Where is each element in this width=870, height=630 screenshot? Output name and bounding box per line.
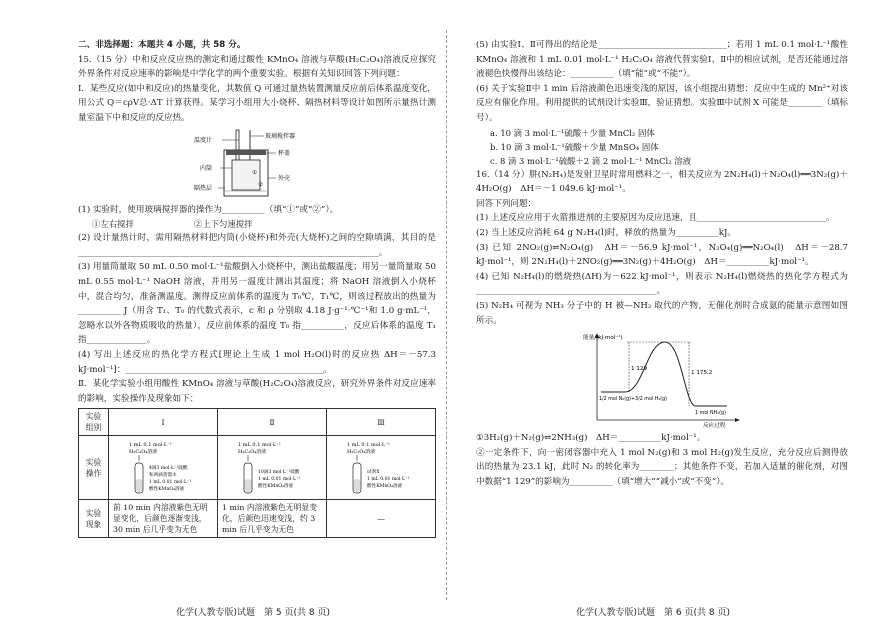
- calorimeter-figure: [78, 128, 436, 200]
- q15-6-opt-c: c. 8 滴 3 mol·L⁻¹硫酸＋2 滴 2 mol·L⁻¹ MnCl₂ 溶液: [490, 155, 691, 166]
- svg-text:酸性KMnO₄溶液: 酸性KMnO₄溶液: [367, 483, 403, 489]
- table-obs-1: 前 10 min 内溶液紫色无明显变化，后颜色逐渐变浅，30 min 后几乎变为无色: [109, 500, 218, 538]
- q16-5-2: ②一定条件下，向一密闭容器中充入 1 mol N₂(g)和 3 mol H₂(g)发生反应，充分反应后测得放出的热量为 23.1 kJ，此时 N₂ 的转化率为________；其他条件不变，若加入适量的催化剂，对图中数据“1 129”的影响为__________（填“增大”“减小”或“不变”）。: [476, 447, 848, 487]
- q15-1-options: [78, 217, 436, 231]
- label-thermometer: 温度计: [194, 136, 213, 144]
- part2-intro: Ⅱ．某化学实验小组用酸性 KMnO₄ 溶液与草酸(H₂C₂O₄)溶液反应，研究外界条件对反应速率的影响，实验操作及现象如下：: [78, 379, 436, 404]
- table-op-3: [327, 436, 436, 500]
- q15-6-opt-b: b. 10 滴 3 mol·L⁻¹硫酸＋少量 MnSO₄ 固体: [490, 141, 659, 152]
- svg-text:酸性KMnO₄溶液: 酸性KMnO₄溶液: [149, 486, 185, 492]
- q16-5: (5) N₂H₄ 可视为 NH₃ 分子中的 H 被—NH₂ 取代的产物，无催化剂时合成氨的能量示意图如图所示。: [476, 300, 848, 326]
- table-head-2: Ⅱ: [218, 409, 327, 436]
- label-inner: 内筒: [200, 164, 213, 172]
- svg-text:4滴3 mol·L⁻¹硫酸: 4滴3 mol·L⁻¹硫酸: [149, 465, 188, 471]
- svg-text:和两滴蒸馏水: 和两滴蒸馏水: [149, 472, 177, 478]
- table-op-1: [109, 436, 218, 500]
- table-obs-2: 1 min 内溶液紫色无明显变化，后颜色迅速变浅，约 3 min 后几乎变为无色: [218, 500, 327, 538]
- label-outer: 外壳: [278, 174, 291, 182]
- svg-text:1 mL 0.1 mol·L⁻¹: 1 mL 0.1 mol·L⁻¹: [347, 441, 390, 448]
- q16-1: (1) 上述反应应用于火箭推进剂的主要原因为反应迅速，且______________________________。: [476, 213, 835, 224]
- q15-6-opt-a: a. 10 滴 3 mol·L⁻¹硫酸＋少量 MnCl₂ 固体: [490, 127, 655, 138]
- energy-diagram: [476, 330, 848, 428]
- section-title: 二、非选择题：本题共 4 小题，共 58 分。: [78, 40, 246, 50]
- table-head-3: Ⅲ: [327, 409, 436, 436]
- footer-left: 化学(人教专版)试题 第 5 页(共 8 页): [176, 608, 330, 618]
- svg-text:10滴3 mol·L⁻¹硫酸: 10滴3 mol·L⁻¹硫酸: [258, 469, 300, 475]
- svg-text:1 mL 0.1 mol·L⁻¹: 1 mL 0.1 mol·L⁻¹: [238, 441, 281, 448]
- label-cover: 杯盖: [278, 149, 291, 157]
- energy-v2: 1 175.2: [691, 370, 713, 377]
- svg-text:H₂C₂O₄溶液: H₂C₂O₄溶液: [238, 448, 267, 455]
- footer-right: 化学(人教专版)试题 第 6 页(共 8 页): [576, 608, 730, 618]
- q15-1-opt1: ①左右搅拌: [92, 219, 134, 230]
- mark-2: ②: [258, 181, 263, 188]
- q16-5-1: ①3H₂(g)＋N₂(g)⇌2NH₃(g) ΔH＝__________kJ·mol⁻¹。: [476, 433, 706, 444]
- svg-text:1 mL 0.01 mol·L⁻¹: 1 mL 0.01 mol·L⁻¹: [367, 476, 410, 482]
- table-head-group: 实验组别: [79, 409, 109, 436]
- label-stirrer: 玻璃搅拌器: [265, 132, 296, 140]
- svg-text:1 mL 0.01 mol·L⁻¹: 1 mL 0.01 mol·L⁻¹: [258, 476, 301, 482]
- label-insulation: 隔热层: [194, 184, 213, 192]
- energy-xlabel: 反应过程: [703, 423, 726, 429]
- table-head-1: Ⅰ: [109, 409, 218, 436]
- experiment-table: [78, 408, 436, 538]
- svg-text:酸性KMnO₄溶液: 酸性KMnO₄溶液: [258, 483, 294, 489]
- svg-text:1 mL 0.1 mol·L⁻¹: 1 mL 0.1 mol·L⁻¹: [129, 441, 172, 448]
- table-row-ops-label: 实验操作: [79, 436, 109, 500]
- q15-2: (2) 设计量热计时，需用隔热材料把内筒(小烧杯)和外壳(大烧杯)之间的空隙填满，其目的是______________________________________________________________________。: [78, 233, 436, 258]
- q16-head: 16.（14 分）肼(N₂H₄)是发射卫星时常用燃料之一，相关反应为 2N₂H₄(l)＋N₂O₄(l)══3N₂(g)＋4H₂O(g) ΔH＝－1 049.6 kJ·mol⁻¹。: [476, 169, 848, 195]
- right-page: [446, 0, 870, 630]
- svg-text:1 mL 0.01 mol·L⁻¹: 1 mL 0.01 mol·L⁻¹: [149, 479, 192, 485]
- part1-intro: Ⅰ．某些反应(如中和反应)的热量变化，其数值 Q 可通过量热装置测量反应前后体系温度变化，用公式 Q＝cρV总·ΔT 计算获得。某学习小组用大小烧杯、隔热材料等设计如图所示量热计测量室温下中和反应的反应热。: [78, 83, 436, 123]
- svg-text:试剂X: 试剂X: [367, 469, 380, 475]
- q15-1-opt2: ②上下匀速搅拌: [193, 219, 253, 230]
- svg-text:H₂C₂O₄溶液: H₂C₂O₄溶液: [347, 448, 376, 455]
- svg-text:H₂C₂O₄溶液: H₂C₂O₄溶液: [129, 448, 158, 455]
- energy-v1: 1 129: [631, 366, 648, 373]
- q15-5: (5) 由实验Ⅰ、Ⅱ可得出的结论是______________________________；若用 1 mL 0.1 mol·L⁻¹酸性 KMnO₄ 溶液和 1 mL 0.01 mol·L⁻¹ H₂C₂O₄ 溶液代替实验Ⅰ、Ⅱ中的相应试剂，是否还能通过溶液褪色快慢得出该结论：__________（填“能”或“不能”）。: [476, 40, 848, 80]
- q15-1: (1) 实验时，使用玻璃搅拌器的操作为__________（填“①”或“②”）。: [78, 204, 339, 215]
- q15-6: (6) 关于实验Ⅱ中 1 min 后溶液颜色迅速变浅的原因，该小组提出猜想：反应中生成的 Mn²⁺对该反应有催化作用。利用提供的试剂设计实验Ⅲ，验证猜想。实验Ⅲ中试剂 X 可能是________（填标号）。: [476, 83, 848, 123]
- q16-2: (2) 当上述反应消耗 64 g N₂H₄(l)时，释放的热量为__________kJ。: [476, 227, 737, 238]
- mark-1: ①: [252, 169, 257, 176]
- q15-3: (3) 用量筒量取 50 mL 0.50 mol·L⁻¹盐酸倒入小烧杯中，测出盐酸温度；用另一量筒量取 50 mL 0.55 mol·L⁻¹ NaOH 溶液，并用另一温度计测出其温度；将 NaOH 溶液倒入小烧杯中，混合均匀，准备测温度。测得反应前体系的温度为 T₀℃，T₁℃，则该过程放出的热量为__________ J（用含 T₁、T₀ 的代数式表示，c 和 ρ 分别取 4.18 J·g⁻¹·℃⁻¹和 1.0 g·mL⁻¹，忽略水以外各物质吸收的热量），反应前体系的温度 T₀ 指__________，反应后体系的温度 T₁ 指______________。: [78, 262, 436, 346]
- table-obs-3: —: [327, 500, 436, 538]
- table-op-2: [218, 436, 327, 500]
- q16-4: (4) 已知 N₂H₄(l)的燃烧热(ΔH)为－622 kJ·mol⁻¹，则表示 N₂H₄(l)燃烧热的热化学方程式为__________________________________________。: [476, 271, 848, 297]
- q15-4: (4) 写出上述反应的热化学方程式[理论上生成 1 mol H₂O(l)时的反应热 ΔH＝－57.3 kJ·mol⁻¹]：______________________________________________。: [78, 349, 436, 375]
- q15-head: 15.（15 分）中和反应反应热的测定和通过酸性 KMnO₄ 溶液与草酸(H₂C₂O₄)溶液反应探究外界条件对反应速率的影响是中学化学的两个重要实验。根据有关知识回答下列问题：: [78, 54, 436, 80]
- table-row-obs-label: 实验现象: [79, 500, 109, 538]
- energy-ylabel: 能量/(kJ·mol⁻¹): [583, 335, 623, 342]
- energy-right-state: 1 mol NH₃(g): [695, 411, 726, 417]
- energy-left-state: 1/2 mol N₂(g)+3/2 mol H₂(g): [599, 397, 668, 403]
- q16-3: (3) 已知 2NO₂(g)⇌N₂O₄(g) ΔH＝－56.9 kJ·mol⁻¹，N₂O₄(g)══N₂O₄(l) ΔH＝－28.7 kJ·mol⁻¹，则 2N₂H₄(l)＋2NO₂(g)══3N₂(g)＋4H₂O(g) ΔH＝__________kJ·mol⁻¹。: [476, 242, 848, 268]
- q16-intro: 回答下列问题：: [476, 198, 537, 209]
